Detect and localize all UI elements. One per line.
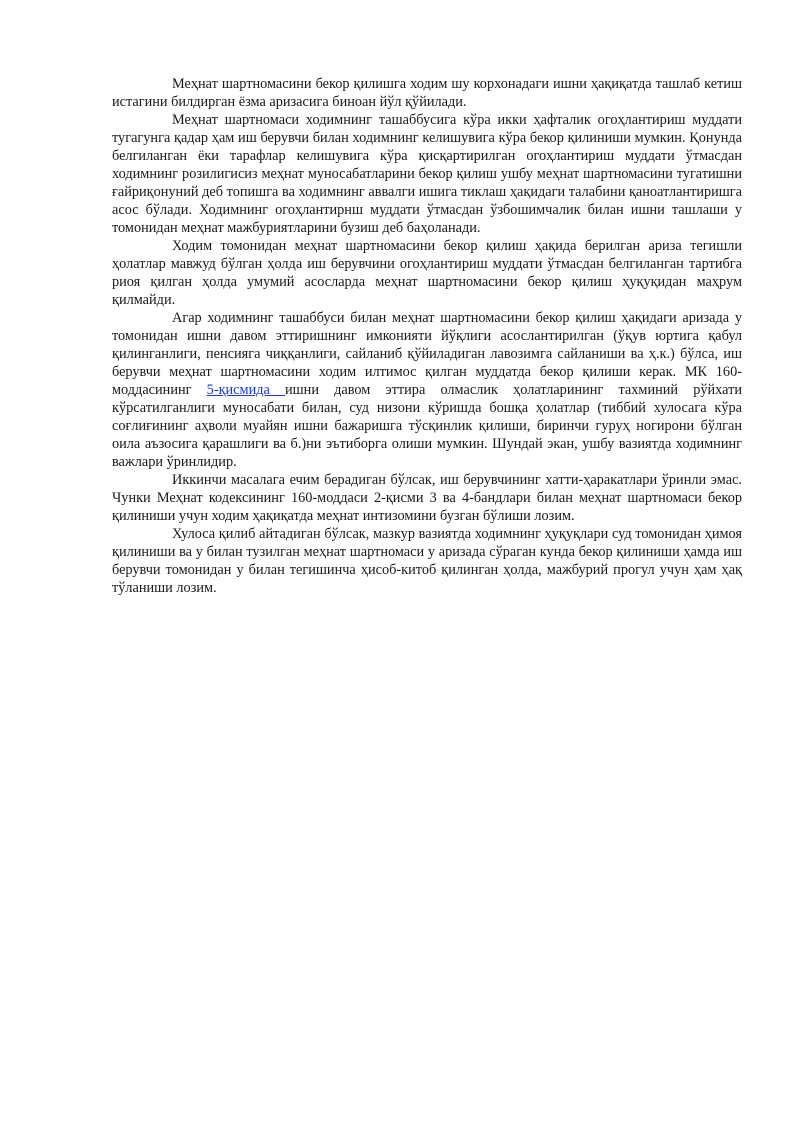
paragraph-4-text-before-link: Агар ходимнинг ташаббуси билан меҳнат шартномасини бекор қилиш ҳақидаги аризада у томонидан ишни давом эттиришнинг имконияти йўқлиги асослантирилган (ўқув юртига қабул қилинганлиги, пенсияга чиққанлиги, сайланиб қўйиладиган лавозимга сайланиши ва ҳ.к.) бўлса, иш берувчи меҳнат шартномасини ходим илтимос қилган муддатда бекор қилиши керак. МК 160-моддасининг	[112, 310, 742, 398]
paragraph-4	[112, 309, 742, 471]
paragraph-4-text-after-link: ишни давом эттира олмаслик ҳолатларининг тахминий рўйхати кўрсатилганлиги муносабати билан, суд низони кўришда бошқа ҳолатлар (тиббий хулосага кўра соғлиғининг аҳволи муайян ишни бажаришга тўсқинлик қилиши, биринчи гуруҳ ногирони бўлган оила аъзосига қарашлиги ва б.)ни эътиборга олиши мумкин. Шундай экан, ушбу вазиятда ходимнинг важлари ўринлидир.	[112, 382, 742, 470]
document-body	[112, 75, 742, 597]
paragraph-1: Меҳнат шартномасини бекор қилишга ходим шу корхонадаги ишни ҳақиқатда ташлаб кетиш истагини билдирган ёзма аризасига биноан йўл қўйилади.	[112, 76, 742, 110]
article-part-link[interactable]: 5-қисмида	[206, 382, 286, 398]
paragraph-3: Ходим томонидан меҳнат шартномасини бекор қилиш ҳақида берилган ариза тегишли ҳолатлар мавжуд бўлган ҳолда иш берувчини огоҳлантириш муддати ўтмасдан белгиланган тартибга риоя қилган ҳолда умумий асосларда меҳнат шартномасини бекор қилиш ҳуқуқидан маҳрум қилмайди.	[112, 238, 742, 308]
paragraph-5: Иккинчи масалага ечим берадиган бўлсак, иш берувчининг хатти-ҳаракатлари ўринли эмас. Чунки Меҳнат кодексининг 160-моддаси 2-қисми 3 ва 4-бандлари билан меҳнат шартномаси бекор қилиниши учун ходим ҳақиқатда меҳнат интизомини бузган бўлиши лозим.	[112, 472, 742, 524]
paragraph-6: Хулоса қилиб айтадиган бўлсак, мазкур вазиятда ходимнинг ҳуқуқлари суд томонидан ҳимоя қилиниши ва у билан тузилган меҳнат шартномаси у аризада сўраган кунда бекор қилиниши ҳамда иш берувчи томонидан у билан тегишинча ҳисоб-китоб қилинган ҳолда, мажбурий прогул учун ҳам ҳақ тўланиши лозим.	[112, 526, 742, 596]
paragraph-2: Меҳнат шартномаси ходимнинг ташаббусига кўра икки ҳафталик огоҳлантириш муддати тугагунга қадар ҳам иш берувчи билан ходимнинг келишувига кўра бекор қилиниши мумкин. Қонунда белгиланган ёки тарафлар келишувига кўра қисқартирилган огоҳлантириш муддати ўтмасдан ходимнинг розилигисиз меҳнат муносабатларини бекор қилиш ушбу меҳнат шартномасини тугатишни ғайриқонуний деб топишга ва ходимнинг аввалги ишига тиклаш ҳақидаги талабини қаноатлантиришга асос бўлади. Ходимнинг огоҳлантирнш муддати ўтмасдан ўзбошимчалик билан ишни ташлаши у томонидан меҳнат мажбуриятларини бузиш деб баҳоланади.	[112, 112, 742, 236]
